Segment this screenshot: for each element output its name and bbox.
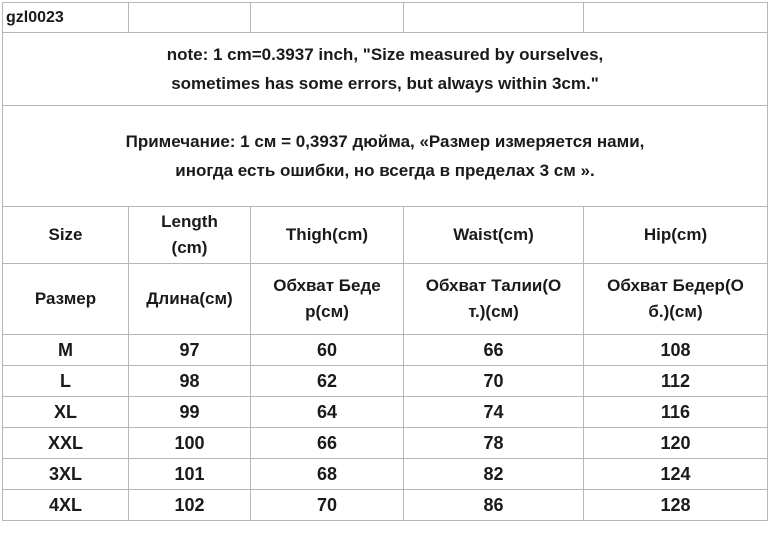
empty-cell (404, 3, 584, 33)
header-ru-thigh (251, 264, 404, 335)
cell-waist: 74 (404, 397, 584, 428)
size-chart-table (2, 2, 768, 521)
header-en-row (3, 207, 768, 264)
cell-size: 3XL (3, 459, 129, 490)
empty-cell (251, 3, 404, 33)
header-line: (cm) (171, 238, 208, 257)
empty-cell (129, 3, 251, 33)
header-line: Обхват Беде (273, 276, 381, 295)
note-en-row (3, 33, 768, 106)
table-row (3, 397, 768, 428)
cell-length: 98 (129, 366, 251, 397)
table-row (3, 335, 768, 366)
header-ru-waist (404, 264, 584, 335)
cell-waist: 66 (404, 335, 584, 366)
header-line: Размер (34, 289, 97, 308)
header-line: Обхват Бедер(О (607, 276, 744, 295)
note-en-line-2: sometimes has some errors, but always within 3cm." (171, 74, 599, 93)
cell-hip: 108 (584, 335, 768, 366)
cell-hip: 116 (584, 397, 768, 428)
empty-cell (584, 3, 768, 33)
cell-hip: 124 (584, 459, 768, 490)
cell-thigh: 62 (251, 366, 404, 397)
note-ru-line-2: иногда есть ошибки, но всегда в пределах 3 см ». (175, 161, 595, 180)
cell-thigh: 68 (251, 459, 404, 490)
header-length (129, 207, 251, 264)
cell-thigh: 70 (251, 490, 404, 521)
header-line: Waist(cm) (453, 225, 534, 244)
product-code: gzl0023 (3, 3, 129, 33)
cell-waist: 70 (404, 366, 584, 397)
cell-hip: 120 (584, 428, 768, 459)
header-line: р(см) (305, 302, 349, 321)
note-ru-line-1: Примечание: 1 см = 0,3937 дюйма, «Размер измеряется нами, (125, 132, 645, 151)
cell-hip: 112 (584, 366, 768, 397)
header-ru-size (3, 264, 129, 335)
cell-size: 4XL (3, 490, 129, 521)
cell-size: XXL (3, 428, 129, 459)
cell-hip: 128 (584, 490, 768, 521)
cell-thigh: 66 (251, 428, 404, 459)
table-row (3, 459, 768, 490)
header-hip (584, 207, 768, 264)
cell-thigh: 60 (251, 335, 404, 366)
header-line: Обхват Талии(О (425, 276, 562, 295)
cell-size: XL (3, 397, 129, 428)
header-ru-length (129, 264, 251, 335)
cell-waist: 78 (404, 428, 584, 459)
header-waist (404, 207, 584, 264)
table-row (3, 428, 768, 459)
header-line: Size (48, 225, 83, 244)
table-row (3, 366, 768, 397)
header-line: Длина(см) (146, 289, 233, 308)
note-ru (3, 106, 768, 207)
header-line: Length (161, 212, 218, 231)
header-ru-row (3, 264, 768, 335)
cell-length: 101 (129, 459, 251, 490)
note-en (3, 33, 768, 106)
header-line: Thigh(cm) (285, 225, 369, 244)
header-line: б.)(см) (648, 302, 703, 321)
header-ru-hip (584, 264, 768, 335)
cell-length: 102 (129, 490, 251, 521)
code-row (3, 3, 768, 33)
header-line: т.)(см) (468, 302, 519, 321)
cell-size: L (3, 366, 129, 397)
note-ru-row (3, 106, 768, 207)
cell-size: M (3, 335, 129, 366)
cell-waist: 82 (404, 459, 584, 490)
cell-length: 97 (129, 335, 251, 366)
cell-thigh: 64 (251, 397, 404, 428)
cell-waist: 86 (404, 490, 584, 521)
header-thigh (251, 207, 404, 264)
cell-length: 100 (129, 428, 251, 459)
cell-length: 99 (129, 397, 251, 428)
table-row (3, 490, 768, 521)
header-line: Hip(cm) (643, 225, 708, 244)
header-size (3, 207, 129, 264)
note-en-line-1: note: 1 cm=0.3937 inch, "Size measured by ourselves, (166, 45, 604, 64)
